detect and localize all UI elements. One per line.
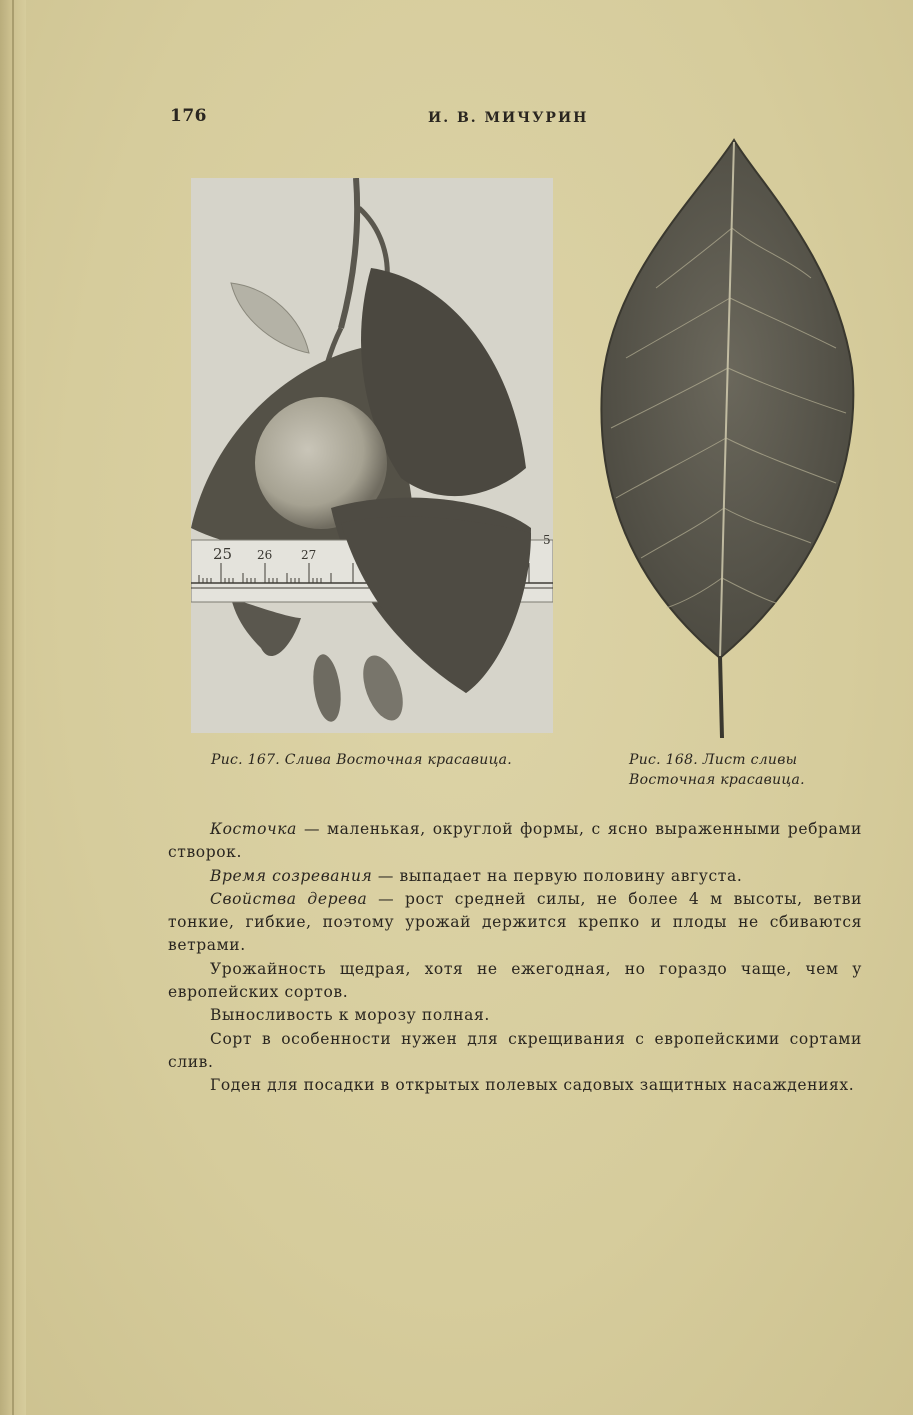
- figure-167-caption: Рис. 167. Слива Восточная красавица.: [211, 752, 513, 768]
- ruler-label-27: 27: [301, 548, 317, 562]
- text-tree-properties: — рост средней силы, не более 4 м высоты, ветви тонкие, гибкие, поэтому урожай держится крепко и плоды не сбиваются ветрами.: [168, 889, 862, 955]
- spine-line: [12, 0, 14, 1415]
- term-ripening: Время созревания: [210, 866, 373, 885]
- paragraph-tree-properties: [168, 888, 862, 958]
- ruler-label-25: 25: [213, 545, 233, 563]
- ruler-label-5: 5: [543, 533, 551, 547]
- figure-168-leaf-illustration: [596, 138, 860, 740]
- running-head: И. В. МИЧУРИН: [428, 110, 589, 126]
- figure-168-caption-line2: Восточная красавица.: [629, 772, 805, 788]
- figure-167-plum-photo: [191, 178, 553, 733]
- text-crossing: Сорт в особенности нужен для скрещивания с европейскими сортами слив.: [168, 1029, 862, 1071]
- text-stone: — маленькая, округлой формы, с ясно выраженными ребрами створок.: [168, 820, 862, 862]
- term-tree-properties: Свойства дерева: [210, 889, 368, 908]
- paragraph-yield: [168, 958, 862, 1005]
- term-stone: Косточка: [210, 820, 297, 838]
- paragraph-stone: [168, 818, 862, 865]
- paragraph-hardiness: [168, 1004, 862, 1027]
- text-hardiness: Выносливость к морозу полная.: [210, 1006, 490, 1025]
- text-yield: Урожайность щедрая, хотя не ежегодная, но гораздо чаще, чем у европейских сортов.: [168, 959, 862, 1002]
- body-text: [168, 818, 862, 1098]
- ruler-label-26: 26: [257, 548, 273, 562]
- leaf-drawing: [596, 138, 860, 740]
- text-planting: Годен для посадки в открытых полевых садовых защитных насаждениях.: [210, 1076, 855, 1095]
- paragraph-crossing: [168, 1028, 862, 1075]
- text-ripening: — выпадает на первую половину августа.: [372, 866, 743, 885]
- paragraph-planting: [168, 1074, 862, 1097]
- figure-168-caption-line1: Рис. 168. Лист сливы: [629, 752, 798, 768]
- page-number: 176: [170, 106, 207, 126]
- plum-photo-illustration: [191, 178, 553, 733]
- figure-168-caption: [629, 750, 869, 790]
- paragraph-ripening: [168, 865, 862, 888]
